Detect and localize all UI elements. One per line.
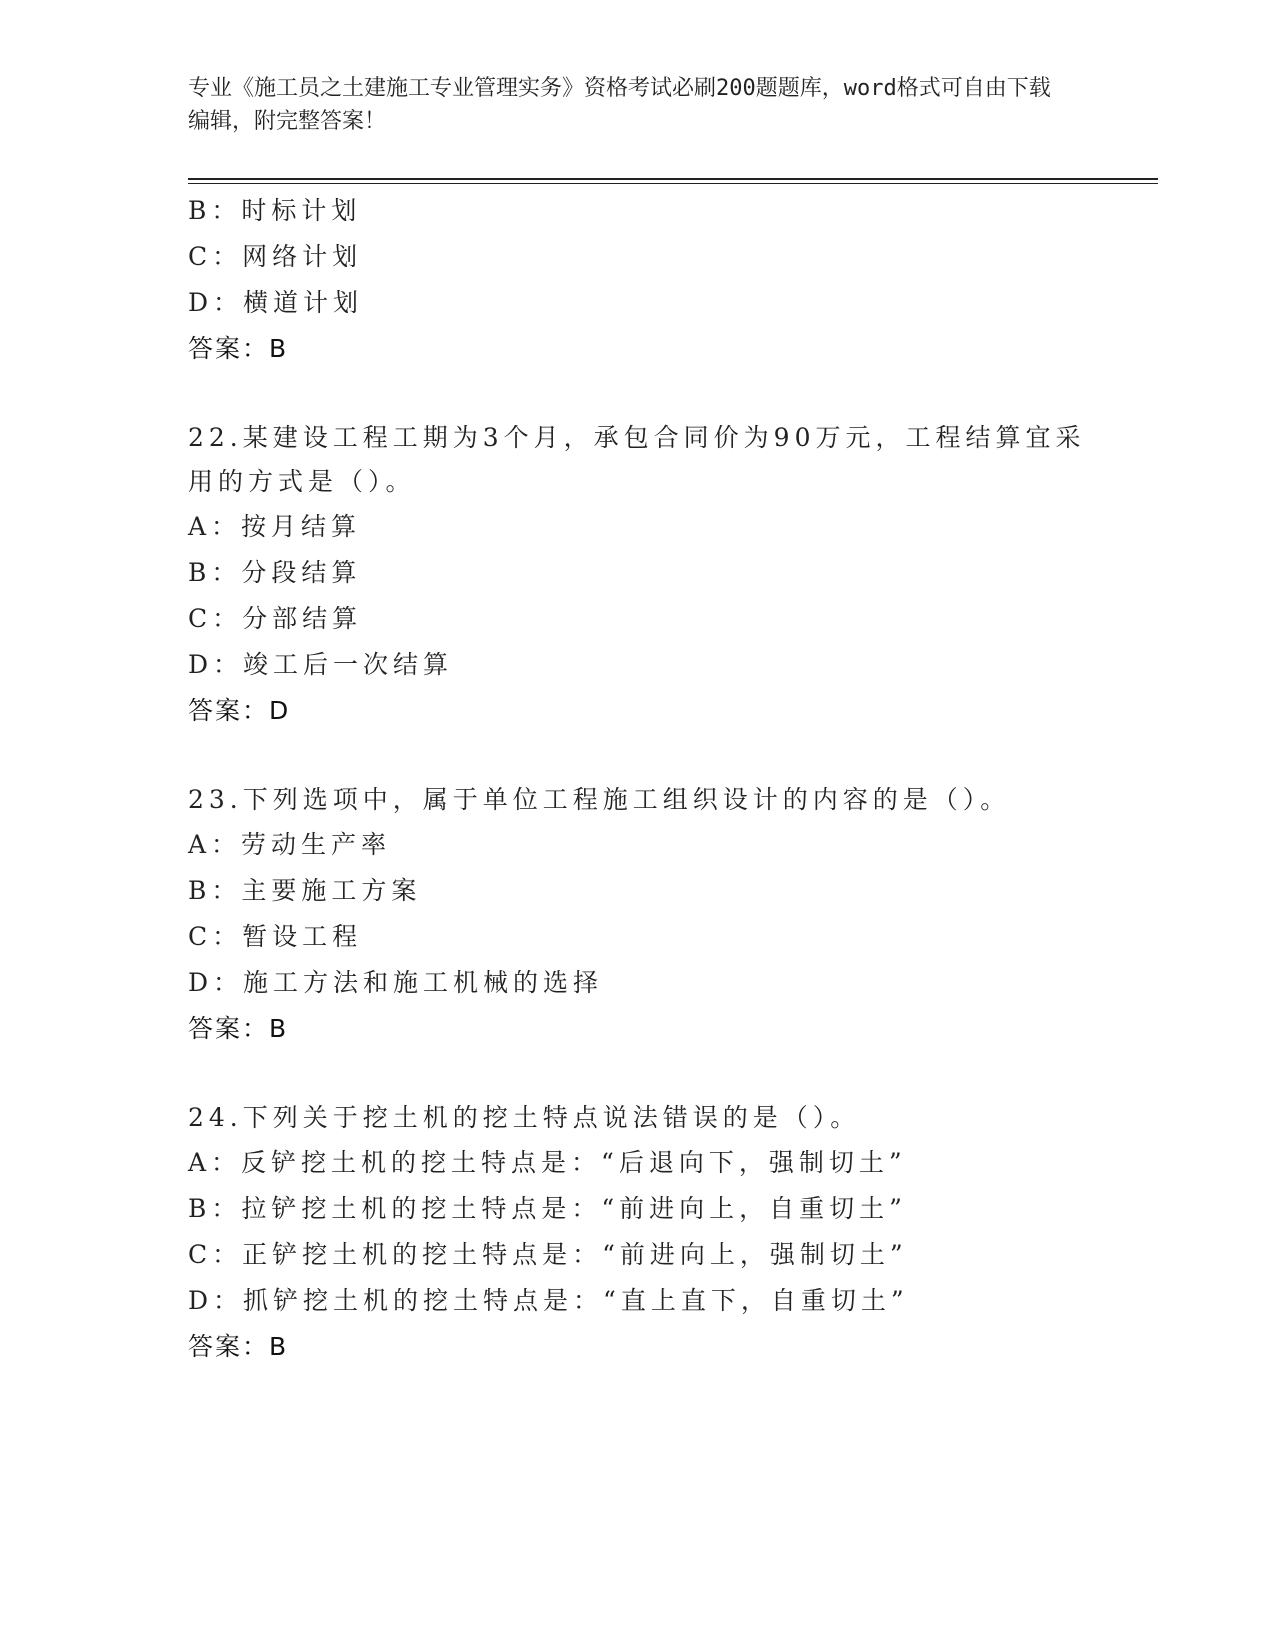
option-a: A：按月结算 [188, 512, 362, 541]
document-body [188, 188, 1088, 1370]
answer: 答案：B [188, 1014, 289, 1043]
option-c: C：分部结算 [188, 604, 363, 633]
answer: 答案：B [188, 334, 289, 363]
option-d: D：竣工后一次结算 [188, 650, 454, 679]
option-d: D：横道计划 [188, 288, 364, 317]
option-a: A：反铲挖土机的挖土特点是：“后退向下，强制切土” [188, 1148, 907, 1177]
question-stem: 24.下列关于挖土机的挖土特点说法错误的是（）。 [188, 1103, 861, 1132]
option-d: D：抓铲挖土机的挖土特点是：“直上直下，自重切土” [188, 1286, 909, 1315]
option-c: C：暂设工程 [188, 922, 363, 951]
document-header [188, 72, 1068, 138]
option-b: B：拉铲挖土机的挖土特点是：“前进向上，自重切土” [188, 1194, 907, 1223]
answer: 答案：D [188, 696, 291, 725]
question-stem: 23.下列选项中，属于单位工程施工组织设计的内容的是（）。 [188, 785, 1011, 814]
question-22 [188, 416, 1088, 734]
option-c: C：网络计划 [188, 242, 363, 271]
header-divider-thin [188, 183, 1158, 184]
option-a: A：劳动生产率 [188, 830, 392, 859]
answer: 答案：B [188, 1332, 289, 1361]
option-b: B：主要施工方案 [188, 876, 422, 905]
option-c: C：正铲挖土机的挖土特点是：“前进向上，强制切土” [188, 1240, 908, 1269]
question-24 [188, 1096, 1088, 1370]
header-title: 专业《施工员之土建施工专业管理实务》资格考试必刷200题题库，word格式可自由下载编辑，附完整答案！ [188, 76, 1051, 134]
option-b: B：时标计划 [188, 196, 362, 225]
option-d: D：施工方法和施工机械的选择 [188, 968, 604, 997]
option-b: B：分段结算 [188, 558, 362, 587]
partial-question [188, 188, 1088, 372]
question-stem: 22.某建设工程工期为3个月，承包合同价为90万元，工程结算宜采用的方式是（）。 [188, 423, 1086, 496]
header-divider [188, 178, 1158, 180]
question-23 [188, 778, 1088, 1052]
